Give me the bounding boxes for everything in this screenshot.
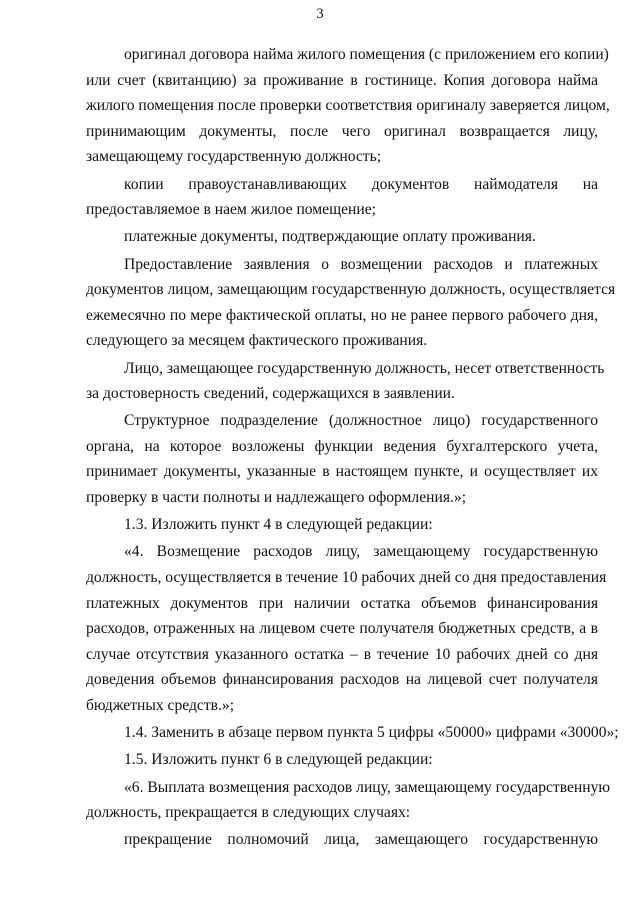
text-line: случае отсутствия указанного остатка – в течение 10 рабочих дней со дня: [86, 645, 598, 663]
document-body: [86, 42, 619, 853]
text-line: должность, прекращается в следующих случаях:: [86, 804, 411, 822]
text-line: жилого помещения после проверки соответствия оригиналу заверяется лицом,: [86, 97, 610, 115]
text-line: должность, осуществляется в течение 10 рабочих дней со дня предоставления: [86, 569, 607, 587]
text-line: платежные документы, подтверждающие оплату проживания.: [124, 228, 536, 246]
page-number: 3: [316, 6, 324, 22]
text-line: доведения объемов финансирования расходов на лицевой счет получателя: [86, 671, 598, 689]
text-line: Структурное подразделение (должностное лицо) государственного: [124, 412, 598, 430]
text-line: Лицо, замещающее государственную должность, несет ответственность: [124, 359, 605, 377]
text-line: «6. Выплата возмещения расходов лицу, замещающему государственную: [124, 778, 611, 796]
text-line: документов лицом, замещающим государственную должность, осуществляется: [86, 281, 616, 299]
text-line: платежных документов при наличии остатка объемов финансирования: [86, 594, 598, 612]
text-line: расходов, отраженных на лицевом счете получателя бюджетных средств, а в: [86, 620, 598, 638]
text-line: Предоставление заявления о возмещении расходов и платежных: [124, 255, 598, 273]
text-line: принимает документы, указанные в настоящем пункте, и осуществляет их: [86, 463, 598, 481]
text-line: оригинал договора найма жилого помещения (с приложением его копии): [124, 46, 609, 63]
text-line: предоставляемое в наем жилое помещение;: [86, 201, 376, 219]
text-line: проверку в части полноты и надлежащего оформления.»;: [86, 489, 467, 507]
text-line: ежемесячно по мере фактической оплаты, но не ранее первого рабочего дня,: [86, 306, 598, 324]
text-line: или счет (квитанцию) за проживание в гостинице. Копия договора найма: [86, 71, 598, 89]
text-line: 1.4. Заменить в абзаце первом пункта 5 цифры «50000» цифрами «30000»;: [124, 724, 619, 742]
text-line: бюджетных средств.»;: [86, 697, 235, 714]
text-line: 1.3. Изложить пункт 4 в следующей редакции:: [124, 516, 433, 534]
text-line: прекращение полномочий лица, замещающего государственную: [124, 831, 598, 849]
text-line: органа, на которое возложены функции ведения бухгалтерского учета,: [86, 437, 598, 455]
text-line: замещающему государственную должность;: [86, 148, 382, 166]
text-line: 1.5. Изложить пункт 6 в следующей редакции:: [124, 751, 433, 769]
text-line: принимающим документы, после чего оригинал возвращается лицу,: [86, 122, 598, 140]
text-line: копии правоустанавливающих документов наймодателя на: [124, 175, 598, 193]
text-line: «4. Возмещение расходов лицу, замещающему государственную: [124, 543, 598, 561]
text-line: следующего за месяцем фактического проживания.: [86, 332, 428, 350]
text-line: за достоверность сведений, содержащихся в заявлении.: [86, 385, 455, 403]
